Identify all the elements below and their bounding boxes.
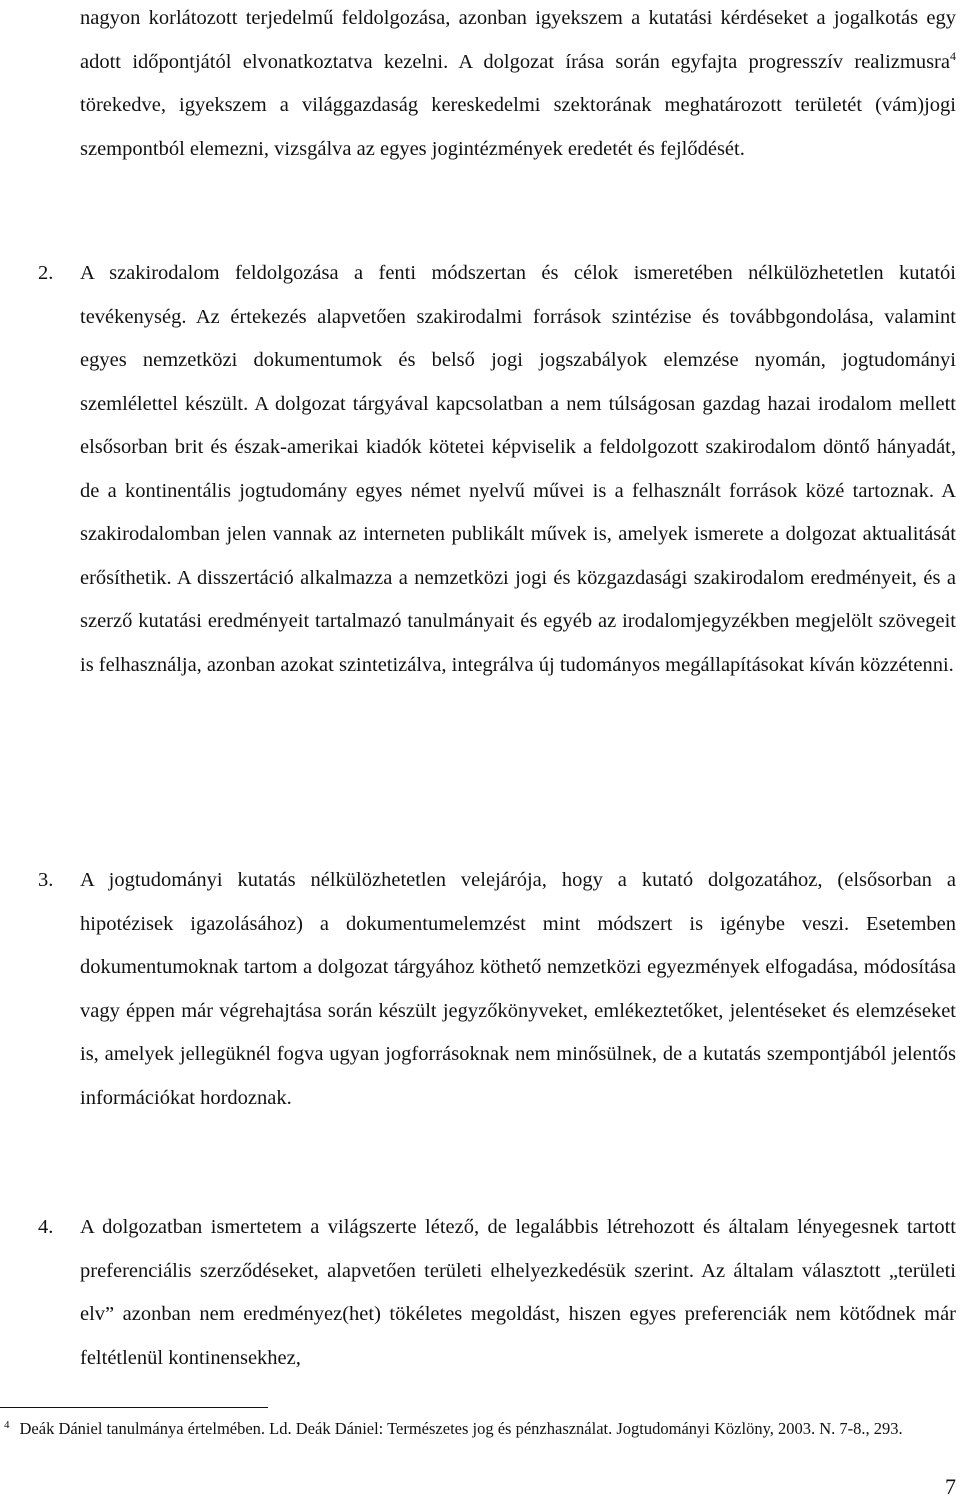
paragraph-2 <box>38 252 956 687</box>
paragraph-1-text-a: nagyon korlátozott terjedelmű feldolgozása, azonban igyekszem a kutatási kérdéseket a jogalkotás egy adott időpontjától elvonatkoztatva kezelni. A dolgozat írása során egyfajta progresszív realizmusra <box>80 7 956 73</box>
paragraph-1 <box>80 0 956 171</box>
paragraph-2-number: 2. <box>38 262 54 284</box>
footnote-marker: 4 <box>4 1418 10 1431</box>
paragraph-4-number: 4. <box>38 1216 54 1238</box>
footnote-reference: 4 <box>950 48 956 63</box>
footnote-text: Deák Dániel tanulmánya értelmében. Ld. Deák Dániel: Természetes jog és pénzhasználat. Jogtudományi Közlöny, 2003. N. 7-8., 293. <box>19 1419 903 1438</box>
paragraph-3 <box>38 859 956 1120</box>
paragraph-1-text-b: törekedve, igyekszem a világgazdaság kereskedelmi szektorának meghatározott területét (vám)jogi szempontból elemezni, vizsgálva az egyes jogintézmények eredetét és fejlődését. <box>80 94 956 160</box>
paragraph-2-text: A szakirodalom feldolgozása a fenti módszertan és célok ismeretében nélkülözhetetlen kutatói tevékenység. Az értekezés alapvetően szakirodalmi források szintézise és továbbgondolása, valamint egyes nemzetközi dokumentumok és belső jogi jogszabályok elemzése nyomán, jogtudományi szemlélettel készült. A dolgozat tárgyával kapcsolatban a nem túlságosan gazdag hazai irodalom mellett elsősorban brit és észak-amerikai kiadók kötetei képviselik a feldolgozott szakirodalom döntő hányadát, de a kontinentális jogtudomány egyes német nyelvű művei is a felhasznált források közé tartoznak. A szakirodalomban jelen vannak az interneten publikált művek is, amelyek ismerete a dolgozat aktualitását erősíthetik. A disszertáció alkalmazza a nemzetközi jogi és közgazdasági szakirodalom eredményeit, és a szerző kutatási eredményeit tartalmazó tanulmányait és egyéb az irodalomjegyzékben megjelölt szövegeit is felhasználja, azonban azokat szintetizálva, integrálva új tudományos megállapításokat kíván közzétenni. <box>80 262 956 676</box>
paragraph-4-text: A dolgozatban ismertetem a világszerte létező, de legalábbis létrehozott és általam lényegesnek tartott preferenciális szerződéseket, alapvetően területi elhelyezkedésük szerint. Az általam választott „területi elv” azonban nem eredményez(het) tökéletes megoldást, hiszen egyes preferenciák nem kötődnek már feltétlenül kontinensekhez, <box>80 1216 956 1369</box>
paragraph-3-number: 3. <box>38 869 54 891</box>
paragraph-4 <box>38 1206 956 1380</box>
footnote-divider <box>0 1407 268 1408</box>
page-number: 7 <box>945 1474 956 1499</box>
paragraph-3-text: A jogtudományi kutatás nélkülözhetetlen velejárója, hogy a kutató dolgozatához, (elsősorban a hipotézisek igazolásához) a dokumentumelemzést mint módszert is igénybe veszi. Esetemben dokumentumoknak tartom a dolgozat tárgyához köthető nemzetközi egyezmények elfogadása, módosítása vagy éppen már végrehajtása során készült jegyzőkönyveket, emlékeztetőket, jelentéseket és elemzéseket is, amelyek jellegüknél fogva ugyan jogforrásoknak nem minősülnek, de a kutatás szempontjából jelentős információkat hordoznak. <box>80 869 956 1109</box>
footnote <box>4 1416 956 1442</box>
